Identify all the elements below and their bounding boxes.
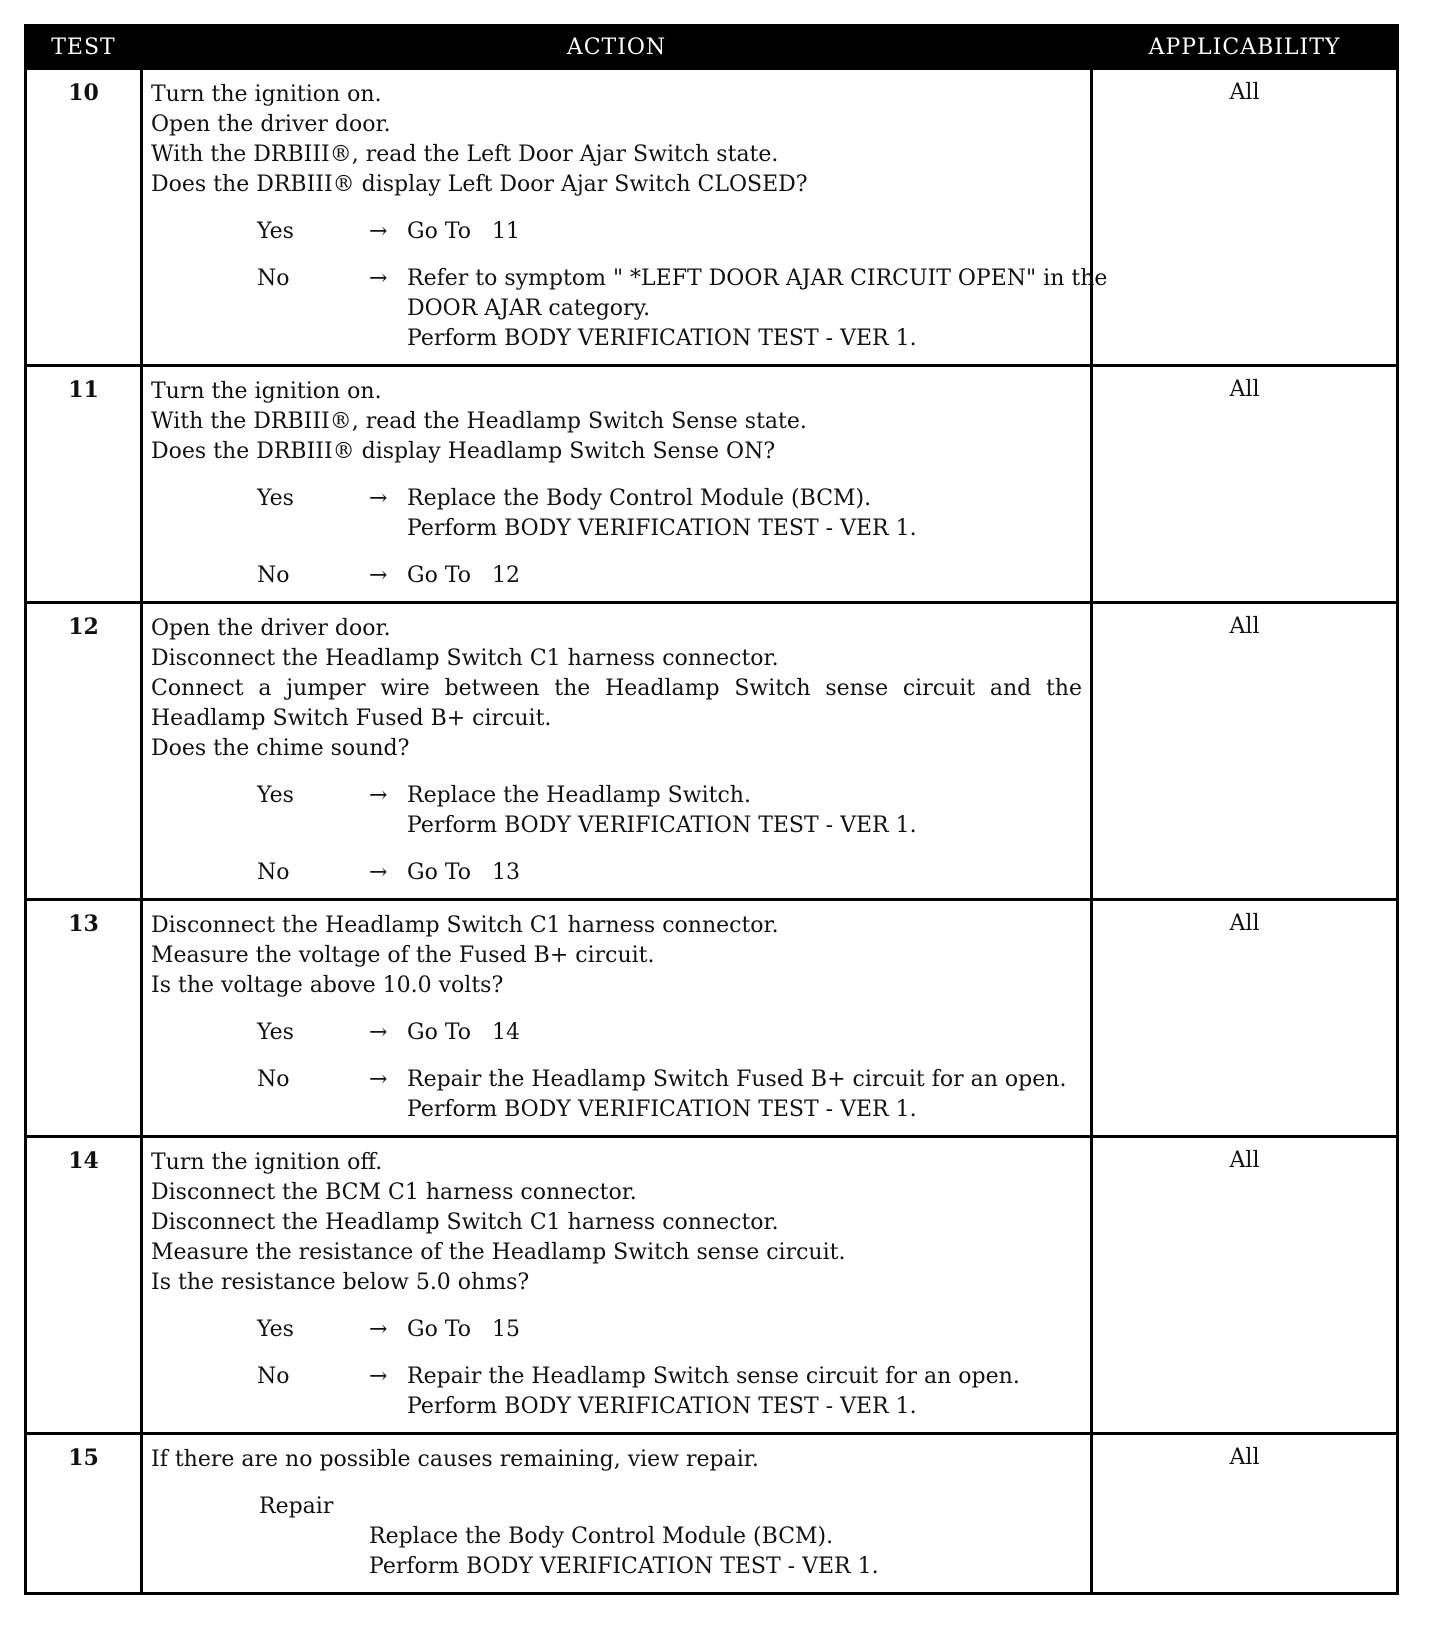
arrow-icon: → bbox=[369, 266, 388, 291]
test-number: 10 bbox=[26, 69, 142, 366]
yes-label: Yes bbox=[257, 1020, 294, 1045]
yes-label: Yes bbox=[257, 486, 294, 511]
action-step: Does the DRBIII® display Headlamp Switch Sense ON? bbox=[151, 439, 776, 464]
arrow-icon: → bbox=[369, 1364, 388, 1389]
applicability-value: All bbox=[1092, 366, 1398, 603]
arrow-icon: → bbox=[369, 1067, 388, 1092]
action-step: Disconnect the BCM C1 harness connector. bbox=[151, 1180, 637, 1205]
table-row bbox=[26, 366, 1398, 603]
test-number: 14 bbox=[26, 1137, 142, 1434]
no-branch bbox=[151, 1362, 1082, 1422]
action-step: Turn the ignition off. bbox=[151, 1150, 383, 1175]
yes-result-line: Go To 11 bbox=[407, 219, 520, 244]
no-branch bbox=[151, 858, 1082, 888]
no-result bbox=[407, 1362, 1082, 1422]
arrow-icon: → bbox=[369, 219, 388, 244]
applicability-value: All bbox=[1092, 1137, 1398, 1434]
no-result-line: Refer to symptom " *LEFT DOOR AJAR CIRCUIT OPEN" in the bbox=[407, 266, 1108, 291]
test-number: 12 bbox=[26, 603, 142, 900]
table-row bbox=[26, 603, 1398, 900]
table-header-row bbox=[26, 26, 1398, 69]
arrow-icon: → bbox=[369, 563, 388, 588]
no-result-line: Repair the Headlamp Switch Fused B+ circuit for an open. bbox=[407, 1067, 1067, 1092]
header-action: ACTION bbox=[142, 26, 1092, 69]
yes-result-line: Perform BODY VERIFICATION TEST - VER 1. bbox=[407, 813, 917, 838]
diagnostic-test-table-container bbox=[24, 24, 1396, 1595]
yes-result-line: Go To 14 bbox=[407, 1020, 520, 1045]
test-number: 15 bbox=[26, 1434, 142, 1594]
table-row bbox=[26, 1434, 1398, 1594]
yes-result bbox=[407, 484, 1082, 544]
repair-result bbox=[151, 1522, 1082, 1582]
action-cell bbox=[142, 1137, 1092, 1434]
yes-branch bbox=[151, 1315, 1082, 1345]
no-result bbox=[407, 561, 1082, 591]
yes-branch bbox=[151, 217, 1082, 247]
arrow-icon: → bbox=[369, 486, 388, 511]
action-step: Measure the voltage of the Fused B+ circuit. bbox=[151, 943, 655, 968]
yes-branch bbox=[151, 781, 1082, 841]
action-step: Disconnect the Headlamp Switch C1 harness connector. bbox=[151, 1210, 779, 1235]
yes-result-line: Replace the Headlamp Switch. bbox=[407, 783, 751, 808]
no-branch bbox=[151, 561, 1082, 591]
yes-result bbox=[407, 1018, 1082, 1048]
yes-label: Yes bbox=[257, 219, 294, 244]
applicability-value: All bbox=[1092, 1434, 1398, 1594]
action-step: Is the voltage above 10.0 volts? bbox=[151, 973, 504, 998]
no-result bbox=[407, 858, 1082, 888]
no-result-line: Perform BODY VERIFICATION TEST - VER 1. bbox=[407, 1097, 917, 1122]
yes-label: Yes bbox=[257, 1317, 294, 1342]
no-result bbox=[407, 264, 1107, 354]
yes-branch bbox=[151, 1018, 1082, 1048]
action-cell bbox=[142, 603, 1092, 900]
yes-result bbox=[407, 217, 1082, 247]
no-label: No bbox=[257, 266, 290, 291]
test-number: 11 bbox=[26, 366, 142, 603]
action-step: Open the driver door. bbox=[151, 616, 391, 641]
action-cell bbox=[142, 69, 1108, 366]
action-step: Turn the ignition on. bbox=[151, 82, 382, 107]
action-cell bbox=[142, 900, 1092, 1137]
arrow-icon: → bbox=[369, 1317, 388, 1342]
no-result-line: Perform BODY VERIFICATION TEST - VER 1. bbox=[407, 1394, 917, 1419]
header-applicability: APPLICABILITY bbox=[1092, 26, 1398, 69]
repair-result-line: Replace the Body Control Module (BCM). bbox=[369, 1524, 834, 1549]
yes-result-line: Perform BODY VERIFICATION TEST - VER 1. bbox=[407, 516, 917, 541]
no-label: No bbox=[257, 860, 290, 885]
no-result-line: Go To 12 bbox=[407, 563, 520, 588]
applicability-value: All bbox=[1092, 69, 1398, 366]
action-step: Disconnect the Headlamp Switch C1 harness connector. bbox=[151, 913, 779, 938]
arrow-icon: → bbox=[369, 1020, 388, 1045]
table-body bbox=[26, 69, 1398, 1594]
action-step: Turn the ignition on. bbox=[151, 379, 382, 404]
action-step: Open the driver door. bbox=[151, 112, 391, 137]
action-step: Disconnect the Headlamp Switch C1 harness connector. bbox=[151, 646, 779, 671]
applicability-value: All bbox=[1092, 900, 1398, 1137]
no-label: No bbox=[257, 1364, 290, 1389]
yes-branch bbox=[151, 484, 1082, 544]
no-branch bbox=[151, 264, 1108, 354]
arrow-icon: → bbox=[369, 860, 388, 885]
table-row bbox=[26, 69, 1398, 366]
table-row bbox=[26, 900, 1398, 1137]
test-number: 13 bbox=[26, 900, 142, 1137]
repair-label: Repair bbox=[259, 1494, 334, 1519]
action-cell bbox=[142, 366, 1092, 603]
arrow-icon: → bbox=[369, 783, 388, 808]
action-step: With the DRBIII®, read the Headlamp Switch Sense state. bbox=[151, 409, 807, 434]
no-label: No bbox=[257, 1067, 290, 1092]
yes-label: Yes bbox=[257, 783, 294, 808]
action-cell bbox=[142, 1434, 1092, 1594]
yes-result bbox=[407, 1315, 1082, 1345]
repair-result-line: Perform BODY VERIFICATION TEST - VER 1. bbox=[369, 1554, 879, 1579]
no-result-line: Go To 13 bbox=[407, 860, 520, 885]
action-step: Is the resistance below 5.0 ohms? bbox=[151, 1270, 530, 1295]
yes-result-line: Go To 15 bbox=[407, 1317, 520, 1342]
no-result bbox=[407, 1065, 1082, 1125]
no-result-line: DOOR AJAR category. bbox=[407, 296, 651, 321]
action-step: Does the chime sound? bbox=[151, 736, 410, 761]
action-step: Connect a jumper wire between the Headlamp Switch sense circuit and the Headlamp Switch Fused B+ circuit. bbox=[151, 676, 1082, 731]
yes-result bbox=[407, 781, 1082, 841]
table-row bbox=[26, 1137, 1398, 1434]
header-test: TEST bbox=[26, 26, 142, 69]
action-step: If there are no possible causes remaining, view repair. bbox=[151, 1447, 759, 1472]
applicability-value: All bbox=[1092, 603, 1398, 900]
no-result-line: Perform BODY VERIFICATION TEST - VER 1. bbox=[407, 326, 917, 351]
no-label: No bbox=[257, 563, 290, 588]
yes-result-line: Replace the Body Control Module (BCM). bbox=[407, 486, 872, 511]
no-result-line: Repair the Headlamp Switch sense circuit for an open. bbox=[407, 1364, 1020, 1389]
diagnostic-test-table bbox=[24, 24, 1399, 1595]
no-branch bbox=[151, 1065, 1082, 1125]
action-step: With the DRBIII®, read the Left Door Ajar Switch state. bbox=[151, 142, 779, 167]
action-step: Does the DRBIII® display Left Door Ajar Switch CLOSED? bbox=[151, 172, 808, 197]
action-step: Measure the resistance of the Headlamp Switch sense circuit. bbox=[151, 1240, 846, 1265]
